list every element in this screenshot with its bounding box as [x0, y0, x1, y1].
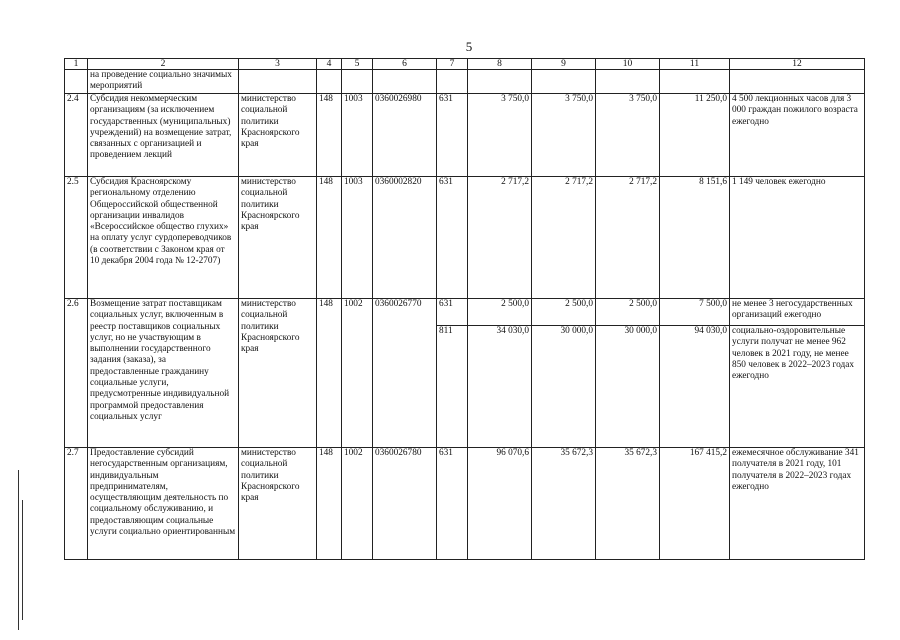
responsible-org: министерство социальной политики Красноярского края — [239, 299, 317, 448]
cell-rzpr: 1003 — [342, 177, 373, 299]
cell-vr: 631 — [437, 448, 468, 560]
header-cell: 6 — [373, 59, 437, 70]
measure-name: Возмещение затрат поставщикам социальных услуг, включенным в реестр поставщиков социальных услуг, но не участвующим в выполнении государственного задания (заказа), за предоставленные гражданину социальные услуги, предусмотренные индивидуальной программой предоставления социальных услуг — [88, 299, 239, 448]
table-row-2-5 — [65, 177, 865, 299]
header-cell: 12 — [730, 59, 865, 70]
responsible-org: министерство социальной политики Красноярского края — [239, 448, 317, 560]
cell-amount-total: 8 151,6 — [660, 177, 730, 299]
table-row-2-4 — [65, 94, 865, 177]
cell-amount-2022: 35 672,3 — [532, 448, 596, 560]
cell-amount-2023: 35 672,3 — [596, 448, 660, 560]
table-row-continuation — [65, 70, 865, 94]
cell-csr: 0360026770 — [373, 299, 437, 448]
header-cell: 2 — [88, 59, 239, 70]
cell-amount-total: 94 030,0 — [660, 326, 730, 448]
cell-csr: 0360026780 — [373, 448, 437, 560]
header-cell: 5 — [342, 59, 373, 70]
header-cell: 10 — [596, 59, 660, 70]
cell-csr: 0360002820 — [373, 177, 437, 299]
expected-result: 1 149 человек ежегодно — [730, 177, 865, 299]
cell-amount-2023: 30 000,0 — [596, 326, 660, 448]
cell-amount-total: 7 500,0 — [660, 299, 730, 326]
responsible-org: министерство социальной политики Красноярского края — [239, 94, 317, 177]
cell-grbs: 148 — [317, 177, 342, 299]
cell-vr: 631 — [437, 94, 468, 177]
expected-result: социально-оздоровительные услуги получат не менее 962 человек в 2021 году, не менее 850 человек в 2022–2023 годах ежегодно — [730, 326, 865, 448]
cell-grbs: 148 — [317, 448, 342, 560]
cell-rzpr: 1003 — [342, 94, 373, 177]
measure-name: Субсидия Красноярскому региональному отделению Общероссийской общественной организации инвалидов «Всероссийское общество глухих» на оплату услуг сурдопереводчиков (в соответствии с Законом края от 10 декабря 2004 года № 12-2707) — [88, 177, 239, 299]
table-row-2-6 — [65, 299, 865, 326]
row-number: 2.4 — [65, 94, 88, 177]
expected-result: 4 500 лекционных часов для 3 000 граждан пожилого возраста ежегодно — [730, 94, 865, 177]
measure-name: Субсидия некоммерческим организациям (за исключением государственных (муниципальных) учреждений) на возмещение затрат, связанных с организацией и проведением лекций — [88, 94, 239, 177]
header-cell: 1 — [65, 59, 88, 70]
binding-line — [22, 500, 23, 620]
cell-rzpr: 1002 — [342, 299, 373, 448]
cell-csr: 0360026980 — [373, 94, 437, 177]
cell-amount-2023: 2 500,0 — [596, 299, 660, 326]
cell-rzpr: 1002 — [342, 448, 373, 560]
measures-table — [64, 58, 865, 560]
cell-vr: 811 — [437, 326, 468, 448]
header-cell: 3 — [239, 59, 317, 70]
cell-amount-2021: 2 717,2 — [468, 177, 532, 299]
cell-amount-2021: 34 030,0 — [468, 326, 532, 448]
header-row — [65, 59, 865, 70]
header-cell: 11 — [660, 59, 730, 70]
cell-amount-total: 11 250,0 — [660, 94, 730, 177]
row-number: 2.5 — [65, 177, 88, 299]
cell-amount-2022: 3 750,0 — [532, 94, 596, 177]
cell-amount-2022: 30 000,0 — [532, 326, 596, 448]
responsible-org: министерство социальной политики Красноярского края — [239, 177, 317, 299]
measure-name: Предоставление субсидий негосударственным организациям, индивидуальным предпринимателям, осуществляющим деятельность по социальному обслуживанию, и предоставляющим социальные услуги социально ориентированным — [88, 448, 239, 560]
cell-amount-2021: 96 070,6 — [468, 448, 532, 560]
expected-result: ежемесячное обслуживание 341 получателя в 2021 году, 101 получателя в 2022–2023 годах ежегодно — [730, 448, 865, 560]
cell-amount-2022: 2 500,0 — [532, 299, 596, 326]
table-row-2-7 — [65, 448, 865, 560]
page-number: 5 — [465, 39, 473, 54]
expected-result: не менее 3 негосударственных организаций ежегодно — [730, 299, 865, 326]
header-cell: 8 — [468, 59, 532, 70]
cell-amount-2022: 2 717,2 — [532, 177, 596, 299]
row-number: 2.6 — [65, 299, 88, 448]
header-cell: 9 — [532, 59, 596, 70]
measure-name: на проведение социально значимых мероприятий — [88, 70, 239, 94]
cell-amount-2023: 3 750,0 — [596, 94, 660, 177]
row-number: 2.7 — [65, 448, 88, 560]
cell-vr: 631 — [437, 177, 468, 299]
header-cell: 7 — [437, 59, 468, 70]
cell-amount-total: 167 415,2 — [660, 448, 730, 560]
cell-amount-2021: 3 750,0 — [468, 94, 532, 177]
cell-amount-2021: 2 500,0 — [468, 299, 532, 326]
header-cell: 4 — [317, 59, 342, 70]
cell-vr: 631 — [437, 299, 468, 326]
cell-grbs: 148 — [317, 299, 342, 448]
cell-amount-2023: 2 717,2 — [596, 177, 660, 299]
cell-grbs: 148 — [317, 94, 342, 177]
binding-line — [18, 470, 19, 630]
